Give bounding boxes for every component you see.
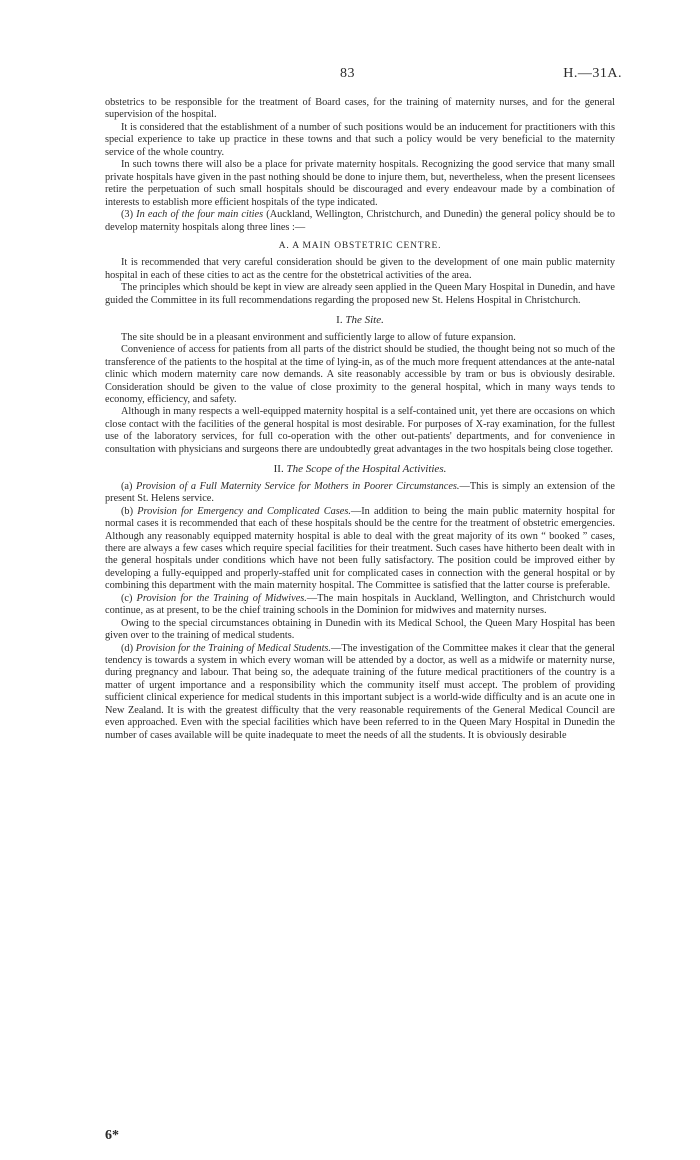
signature-mark: 6* xyxy=(105,1128,119,1143)
subheading-title: The Site. xyxy=(345,314,384,327)
item-text: —In addition to being the main public maternity hospital for normal cases it is recommended that each of these hospitals should be the centre for the treatment of obstetric emergencies. Although any reasonably equipped maternity hospital is able to deal with the great majority of its own “ booked ” cases, there are always a few cases which require special facilities for their treatment. Such cases have hitherto been dealt with in the general hospitals under conditions which have not been fully satisfactory. The position could be improved either by developing a fully-equipped and properly-staffed unit for complicated cases in connection with the general hospital or by combining this department with the main maternity hospital. The Committee is satisfied that the latter course is preferable. xyxy=(105,505,615,592)
paragraph: It is recommended that very careful consideration should be given to the development of one main public maternity hospital in each of these cities to act as the centre for the obstetrical activities of the area. xyxy=(105,257,615,281)
paragraph-main-cities xyxy=(105,209,615,234)
page-header xyxy=(0,66,700,86)
item-title: Provision for the Training of Medical Students. xyxy=(135,642,332,654)
item-text: —This is simply an extension of the present St. Helens service. xyxy=(105,480,615,505)
item-label: (d) xyxy=(121,642,136,654)
item-label: (c) xyxy=(121,592,137,604)
paragraph: It is considered that the establishment of a number of such positions would be an inducement for practitioners with this special experience to take up practice in these towns and that such a policy would be very beneficial to the maternity service of the whole country. xyxy=(105,121,615,158)
paragraph: In such towns there will also be a place for private maternity hospitals. Recognizing the good service that many small private hospitals have given in the past nothing should be done to injure them, but, nevertheless, when the present licensees retire the perpetuation of such small hospitals should be discouraged and every endeavour made by a combination of interests to establish more efficient hospitals of the type indicated. xyxy=(105,159,615,208)
italic-phrase: In each of the four main cities xyxy=(136,209,264,221)
paragraph-item-a xyxy=(105,481,615,506)
paragraph: Although in many respects a well-equipped maternity hospital is a self-contained unit, yet there are occasions on which close contact with the facilities of the general hospital is most desirable. For purposes of X-ray examination, for the fullest use of the laboratory services, for full co-operation with the other out-patients' departments, and for convenience in consultation with physicians and surgeons there are undoubtedly great advantages in the two hospitals being close together. xyxy=(105,406,615,455)
paragraph-item-b xyxy=(105,506,615,593)
paper-reference: H.—31A. xyxy=(563,66,622,81)
item-title: Provision for Emergency and Complicated Cases. xyxy=(137,505,351,517)
subheading-number: I. xyxy=(336,314,346,327)
paragraph: obstetrics to be responsible for the treatment of Board cases, for the training of maternity nurses, and for the general supervision of the hospital. xyxy=(105,97,615,121)
subheading-scope xyxy=(105,463,615,475)
item-text: —The main hospitals in Auckland, Wellington, and Christchurch would continue, as at present, to be the chief training schools in the Dominion for midwives and maternity nurses. xyxy=(105,592,615,617)
paragraph: Owing to the special circumstances obtaining in Dunedin with its Medical School, the Queen Mary Hospital has been given over to the training of medical students. xyxy=(105,617,615,642)
subheading-title: The Scope of the Hospital Activities. xyxy=(286,463,447,476)
paragraph-item-d xyxy=(105,643,615,743)
item-title: Provision for the Training of Midwives. xyxy=(136,592,307,604)
paragraph: The site should be in a pleasant environment and sufficiently large to allow of future expansion. xyxy=(121,331,516,343)
paragraph-item-c xyxy=(105,593,615,618)
item-label: (b) xyxy=(121,505,138,517)
document-body xyxy=(105,97,615,742)
item-title: Provision of a Full Maternity Service for Mothers in Poorer Circumstances. xyxy=(136,480,460,492)
paragraph: Convenience of access for patients from all parts of the district should be studied, the thought being not so much of the transference of the patients to the hospital at the time of lying-in, as of the much more frequent attendances at the ante-natal clinic which modern maternity care now demands. A site reasonably accessible by tram or bus is obviously desirable. Consideration should be given to the value of close proximity to the general hospital, which in many ways tends to economy, efficiency, and safety. xyxy=(105,344,615,405)
subheading-number: II. xyxy=(273,463,287,476)
section-heading-main-obstetric-centre: A. A MAIN OBSTETRIC CENTRE. xyxy=(278,240,442,251)
list-number: (3) xyxy=(121,209,137,221)
paragraph: The principles which should be kept in view are already seen applied in the Queen Mary Hospital in Dunedin, and have guided the Committee in its full recommendations regarding the proposed new St. Helens Hospital in Christchurch. xyxy=(105,282,615,306)
item-label: (a) xyxy=(121,480,137,492)
item-text: —The investigation of the Committee makes it clear that the general tendency is towards a system in which every woman will be attended by a doctor, as well as a midwife or maternity nurse, during pregnancy and labour. That being so, the adequate training of the future medical practitioners of the country is a matter of urgent importance and a responsibility which the community itself must accept. The problem of providing sufficient clinical experience for medical students in this important subject is a world-wide difficulty and is an acute one in New Zealand. It is with the greatest difficulty that the very reasonable requirements of the General Medical Council are even approached. Even with the special facilities which have been referred to in the Queen Mary Hospital in Dunedin the number of cases available will be quite inadequate to meet the needs of all the students. It is obviously desirable xyxy=(105,642,615,741)
page-number: 83 xyxy=(340,66,355,81)
subheading-the-site xyxy=(105,314,615,326)
paragraph-text: (Auckland, Wellington, Christchurch, and Dunedin) the general policy should be to develop maternity hospitals along three lines :— xyxy=(105,209,615,233)
